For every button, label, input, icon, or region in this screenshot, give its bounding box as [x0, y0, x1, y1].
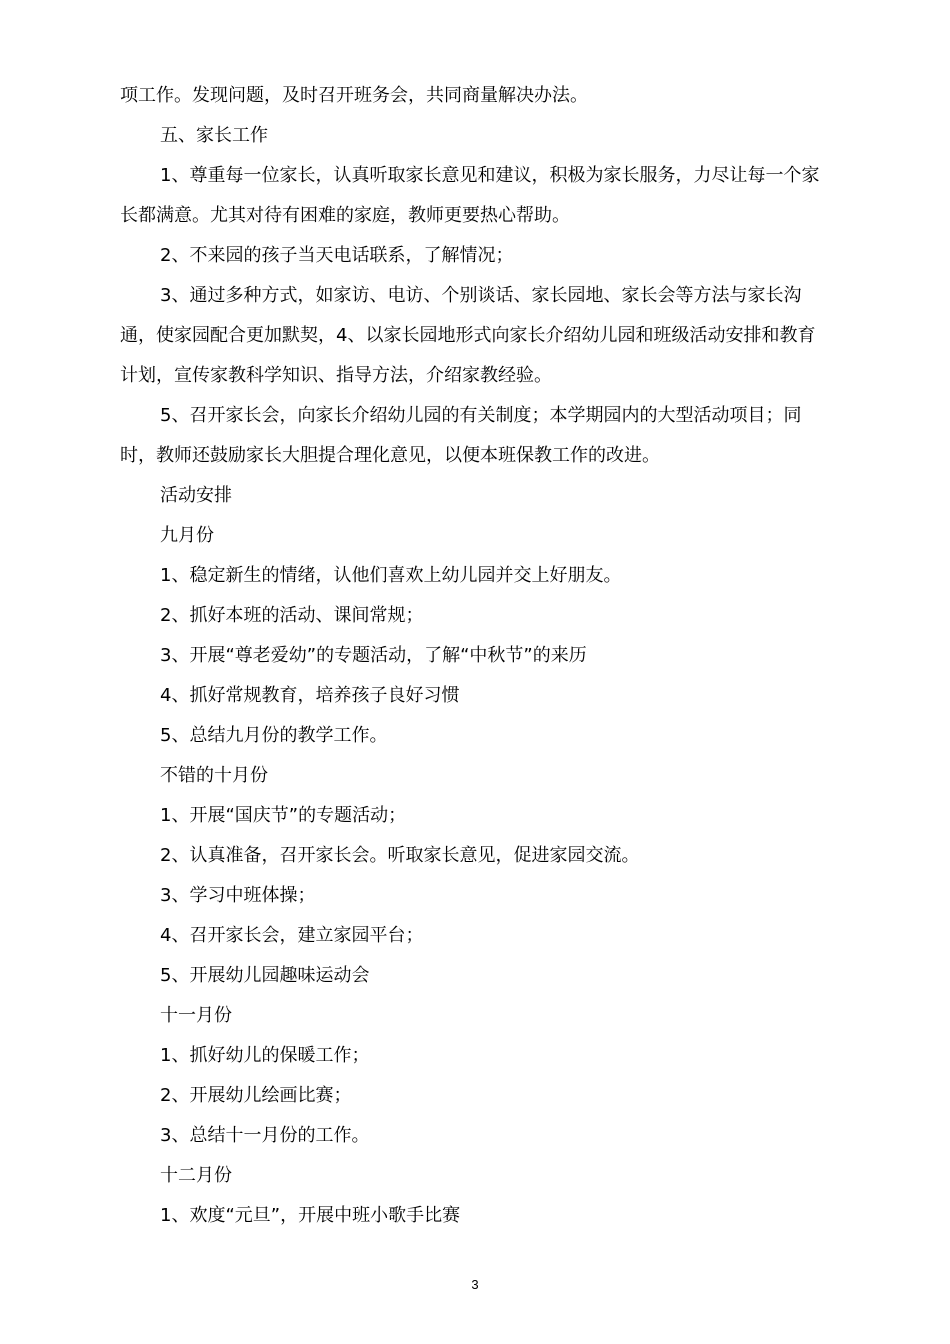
list-item: 3、开展“尊老爱幼”的专题活动，了解“中秋节”的来历	[160, 645, 587, 666]
page-number: 3	[471, 1277, 479, 1292]
list-item: 1、欢度“元旦”，开展中班小歌手比赛	[160, 1205, 461, 1226]
list-item: 1、开展“国庆节”的专题活动；	[160, 805, 407, 826]
document-body	[120, 76, 832, 1236]
list-item: 3、总结十一月份的工作。	[160, 1125, 370, 1146]
paragraph-communication: 3、通过多种方式，如家访、电访、个别谈话、家长园地、家长会等方法与家长沟通，使家园配合更加默契，4、以家长园地形式向家长介绍幼儿园和班级活动安排和教育计划，宣传家教科学知识、指导方法，介绍家教经验。	[120, 285, 816, 386]
list-item: 1、抓好幼儿的保暖工作；	[160, 1045, 370, 1066]
section-heading-parent-work: 五、家长工作	[160, 125, 268, 146]
list-item: 3、学习中班体操；	[160, 885, 316, 906]
list-item: 1、稳定新生的情绪，认他们喜欢上幼儿园并交上好朋友。	[160, 565, 622, 586]
paragraph-continuation: 项工作。发现问题，及时召开班务会，共同商量解决办法。	[120, 85, 588, 106]
list-item: 5、开展幼儿园趣味运动会	[160, 965, 370, 986]
heading-december: 十二月份	[160, 1165, 232, 1186]
heading-activity-schedule: 活动安排	[160, 485, 232, 506]
list-item: 4、召开家长会，建立家园平台；	[160, 925, 424, 946]
paragraph-respect-parents: 1、尊重每一位家长，认真听取家长意见和建议，积极为家长服务，力尽让每一个家长都满意。尤其对待有困难的家庭，教师更要热心帮助。	[120, 165, 820, 226]
list-item: 4、抓好常规教育，培养孩子良好习惯	[160, 685, 460, 706]
heading-november: 十一月份	[160, 1005, 232, 1026]
heading-october: 不错的十月份	[160, 765, 268, 786]
list-item: 2、抓好本班的活动、课间常规；	[160, 605, 424, 626]
list-item: 2、认真准备，召开家长会。听取家长意见，促进家园交流。	[160, 845, 640, 866]
paragraph-phone-contact: 2、不来园的孩子当天电话联系，了解情况；	[160, 245, 514, 266]
list-item: 5、总结九月份的教学工作。	[160, 725, 388, 746]
heading-september: 九月份	[160, 525, 214, 546]
list-item: 2、开展幼儿绘画比赛；	[160, 1085, 352, 1106]
paragraph-parent-meeting: 5、召开家长会，向家长介绍幼儿园的有关制度；本学期园内的大型活动项目；同时，教师还鼓励家长大胆提合理化意见，以便本班保教工作的改进。	[120, 405, 802, 466]
